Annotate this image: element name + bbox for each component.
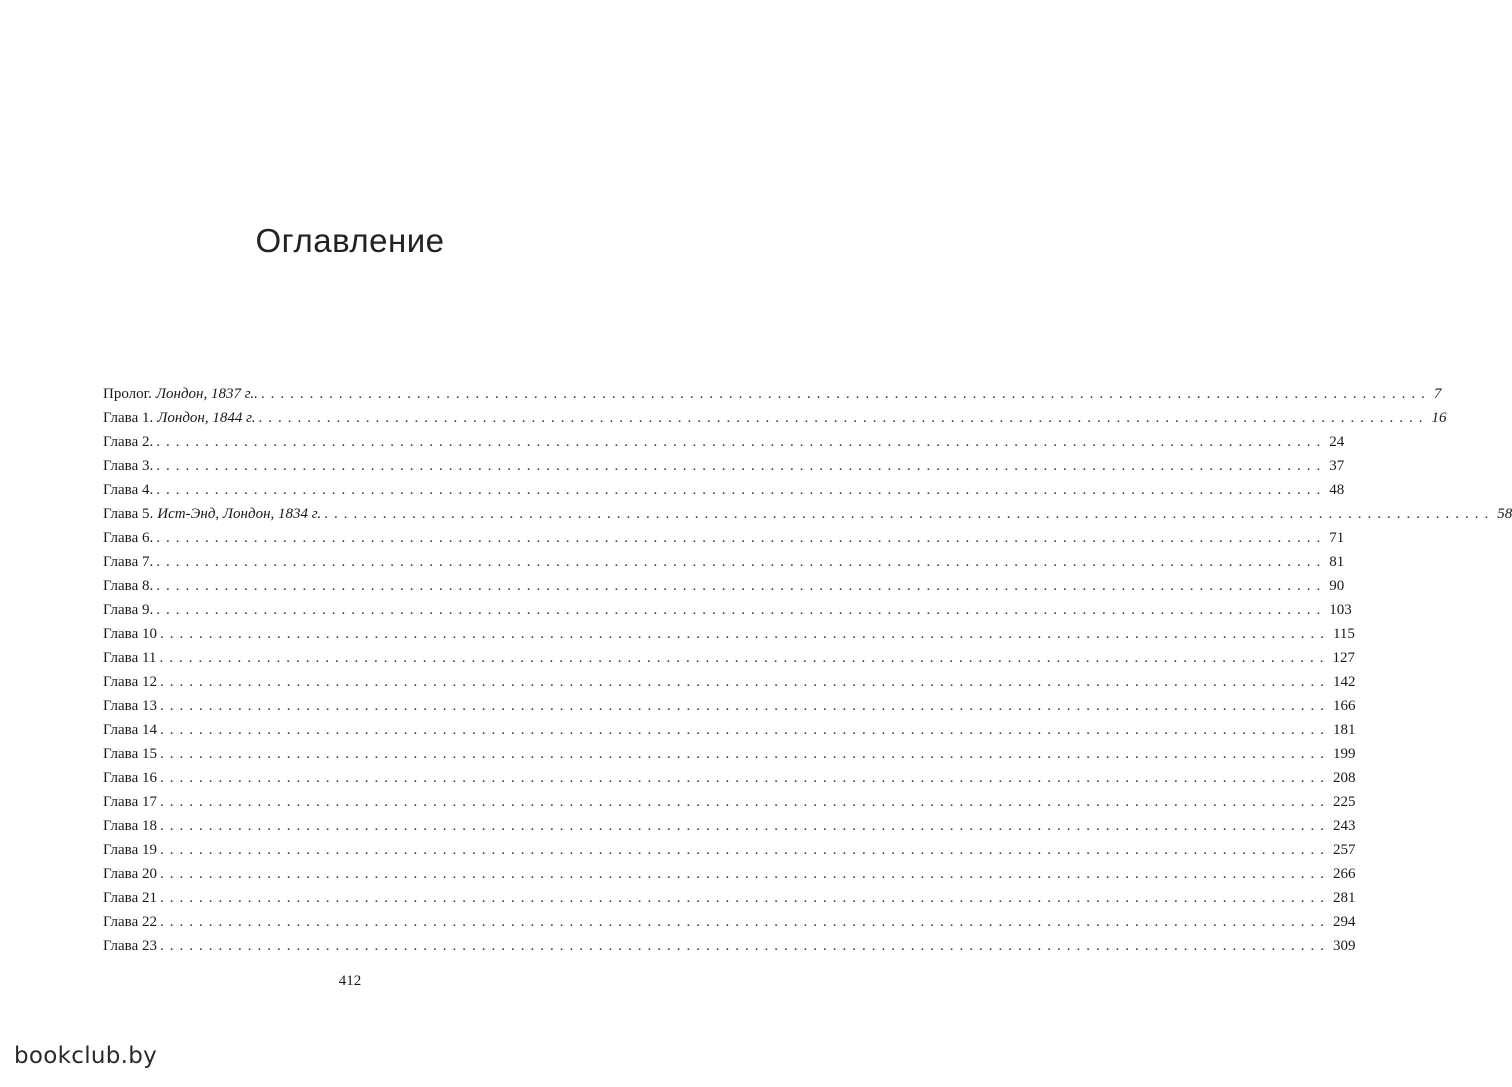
dot-leader: ........................................................................................................................ <box>159 890 1330 906</box>
toc-entry <box>103 478 1345 502</box>
toc-entry <box>103 550 1345 574</box>
dot-leader: ........................................................................................................................ <box>156 530 1327 546</box>
toc-entry-label: Пролог. <box>103 386 152 402</box>
toc-entry-label: Глава 11 <box>103 650 157 666</box>
dot-leader: ........................................................................................................................ <box>159 818 1330 834</box>
dot-leader: ........................................................................................................................ <box>159 770 1330 786</box>
toc-entry-label: Глава 1. <box>103 410 154 426</box>
toc-entry-page: 181 <box>1332 722 1356 738</box>
toc-entry-label: Глава 20 <box>103 866 157 882</box>
toc-entry-page: 115 <box>1332 626 1355 642</box>
toc-entry-page: 58 <box>1497 506 1512 522</box>
toc-entry-label: Глава 4. <box>103 482 154 498</box>
dot-leader: ........................................................................................................................ <box>159 650 1330 666</box>
toc-entry-page: 243 <box>1332 818 1356 834</box>
dot-leader: ........................................................................................................................ <box>159 794 1330 810</box>
toc-entry-page: 208 <box>1332 770 1356 786</box>
dot-leader: ........................................................................................................................ <box>156 578 1327 594</box>
toc-entry <box>103 766 1356 790</box>
toc-entry <box>103 502 1512 526</box>
toc-entry-page: 225 <box>1332 794 1356 810</box>
page-title: Оглавление <box>255 222 445 259</box>
toc-entry-label: Глава 21 <box>103 890 157 906</box>
toc-entry-page: 281 <box>1332 890 1356 906</box>
toc-entry <box>103 622 1355 646</box>
toc-entry-page: 48 <box>1329 482 1345 498</box>
toc-entry-page: 81 <box>1329 554 1345 570</box>
dot-leader: ........................................................................................................................ <box>159 938 1330 954</box>
toc-entry <box>103 718 1356 742</box>
page-number: 412 <box>338 973 362 989</box>
toc-entry <box>103 886 1356 910</box>
dot-leader: ........................................................................................................................ <box>260 386 1431 402</box>
toc-entry <box>103 814 1356 838</box>
dot-leader: ........................................................................................................................ <box>159 914 1330 930</box>
toc-entry-page: 90 <box>1329 578 1345 594</box>
toc-entry <box>103 406 1447 430</box>
toc-entry-page: 103 <box>1329 602 1352 618</box>
toc-entry-label: Глава 5. <box>103 506 154 522</box>
toc-entry <box>103 862 1356 886</box>
dot-leader: ........................................................................................................................ <box>159 722 1330 738</box>
toc-entry-label: Глава 14 <box>103 722 157 738</box>
toc-entry-page: 127 <box>1332 650 1355 666</box>
dot-leader: ........................................................................................................................ <box>156 458 1327 474</box>
toc-entry-label: Глава 7. <box>103 554 154 570</box>
toc-entry-page: 309 <box>1332 938 1356 954</box>
toc-entry <box>103 742 1356 766</box>
dot-leader: ........................................................................................................................ <box>156 434 1327 450</box>
toc-entry <box>103 838 1356 862</box>
toc-entry-label: Глава 9. <box>103 602 154 618</box>
toc-entry-page: 71 <box>1329 530 1345 546</box>
toc-entry-label: Глава 17 <box>103 794 157 810</box>
toc-entry-label: Глава 19 <box>103 842 157 858</box>
dot-leader: ........................................................................................................................ <box>159 842 1330 858</box>
toc-entry <box>103 598 1352 622</box>
toc-entry <box>103 694 1356 718</box>
toc-entry-page: 24 <box>1329 434 1345 450</box>
toc-entry-label: Глава 13 <box>103 698 157 714</box>
toc-entry-label: Глава 16 <box>103 770 157 786</box>
toc-entry <box>103 574 1345 598</box>
toc-entry <box>103 670 1356 694</box>
toc-entry-page: 294 <box>1332 914 1356 930</box>
table-of-contents <box>103 382 1512 958</box>
toc-entry-subtitle: Ист-Энд, Лондон, 1834 г. <box>157 506 322 522</box>
dot-leader: ........................................................................................................................ <box>156 602 1327 618</box>
watermark: bookclub.by <box>14 1043 158 1069</box>
dot-leader: ........................................................................................................................ <box>258 410 1429 426</box>
toc-entry-label: Глава 3. <box>103 458 154 474</box>
toc-entry-label: Глава 2. <box>103 434 154 450</box>
toc-entry-label: Глава 18 <box>103 818 157 834</box>
toc-entry-page: 166 <box>1332 698 1356 714</box>
toc-entry-label: Глава 15 <box>103 746 157 762</box>
toc-entry <box>103 526 1345 550</box>
toc-entry-label: Глава 8. <box>103 578 154 594</box>
dot-leader: ........................................................................................................................ <box>324 506 1495 522</box>
toc-entry-page: 266 <box>1332 866 1356 882</box>
toc-entry-label: Глава 6. <box>103 530 154 546</box>
dot-leader: ........................................................................................................................ <box>156 554 1327 570</box>
dot-leader: ........................................................................................................................ <box>159 674 1330 690</box>
toc-entry <box>103 430 1345 454</box>
toc-entry-page: 16 <box>1431 410 1447 426</box>
toc-entry <box>103 454 1345 478</box>
toc-entry-page: 199 <box>1332 746 1356 762</box>
dot-leader: ........................................................................................................................ <box>159 746 1330 762</box>
toc-entry-page: 142 <box>1332 674 1356 690</box>
toc-entry <box>103 790 1356 814</box>
toc-entry-page: 257 <box>1332 842 1356 858</box>
toc-entry-label: Глава 10 <box>103 626 157 642</box>
dot-leader: ........................................................................................................................ <box>159 866 1330 882</box>
toc-entry-subtitle: Лондон, 1844 г. <box>157 410 256 426</box>
toc-entry-label: Глава 12 <box>103 674 157 690</box>
toc-entry-label: Глава 22 <box>103 914 157 930</box>
dot-leader: ........................................................................................................................ <box>159 626 1330 642</box>
toc-entry <box>103 934 1356 958</box>
dot-leader: ........................................................................................................................ <box>156 482 1327 498</box>
dot-leader: ........................................................................................................................ <box>159 698 1330 714</box>
toc-entry <box>103 382 1442 406</box>
toc-entry <box>103 646 1355 670</box>
toc-entry-page: 37 <box>1329 458 1345 474</box>
toc-entry-label: Глава 23 <box>103 938 157 954</box>
toc-entry <box>103 910 1356 934</box>
toc-entry-page: 7 <box>1433 386 1442 402</box>
toc-entry-subtitle: Лондон, 1837 г.. <box>155 386 258 402</box>
